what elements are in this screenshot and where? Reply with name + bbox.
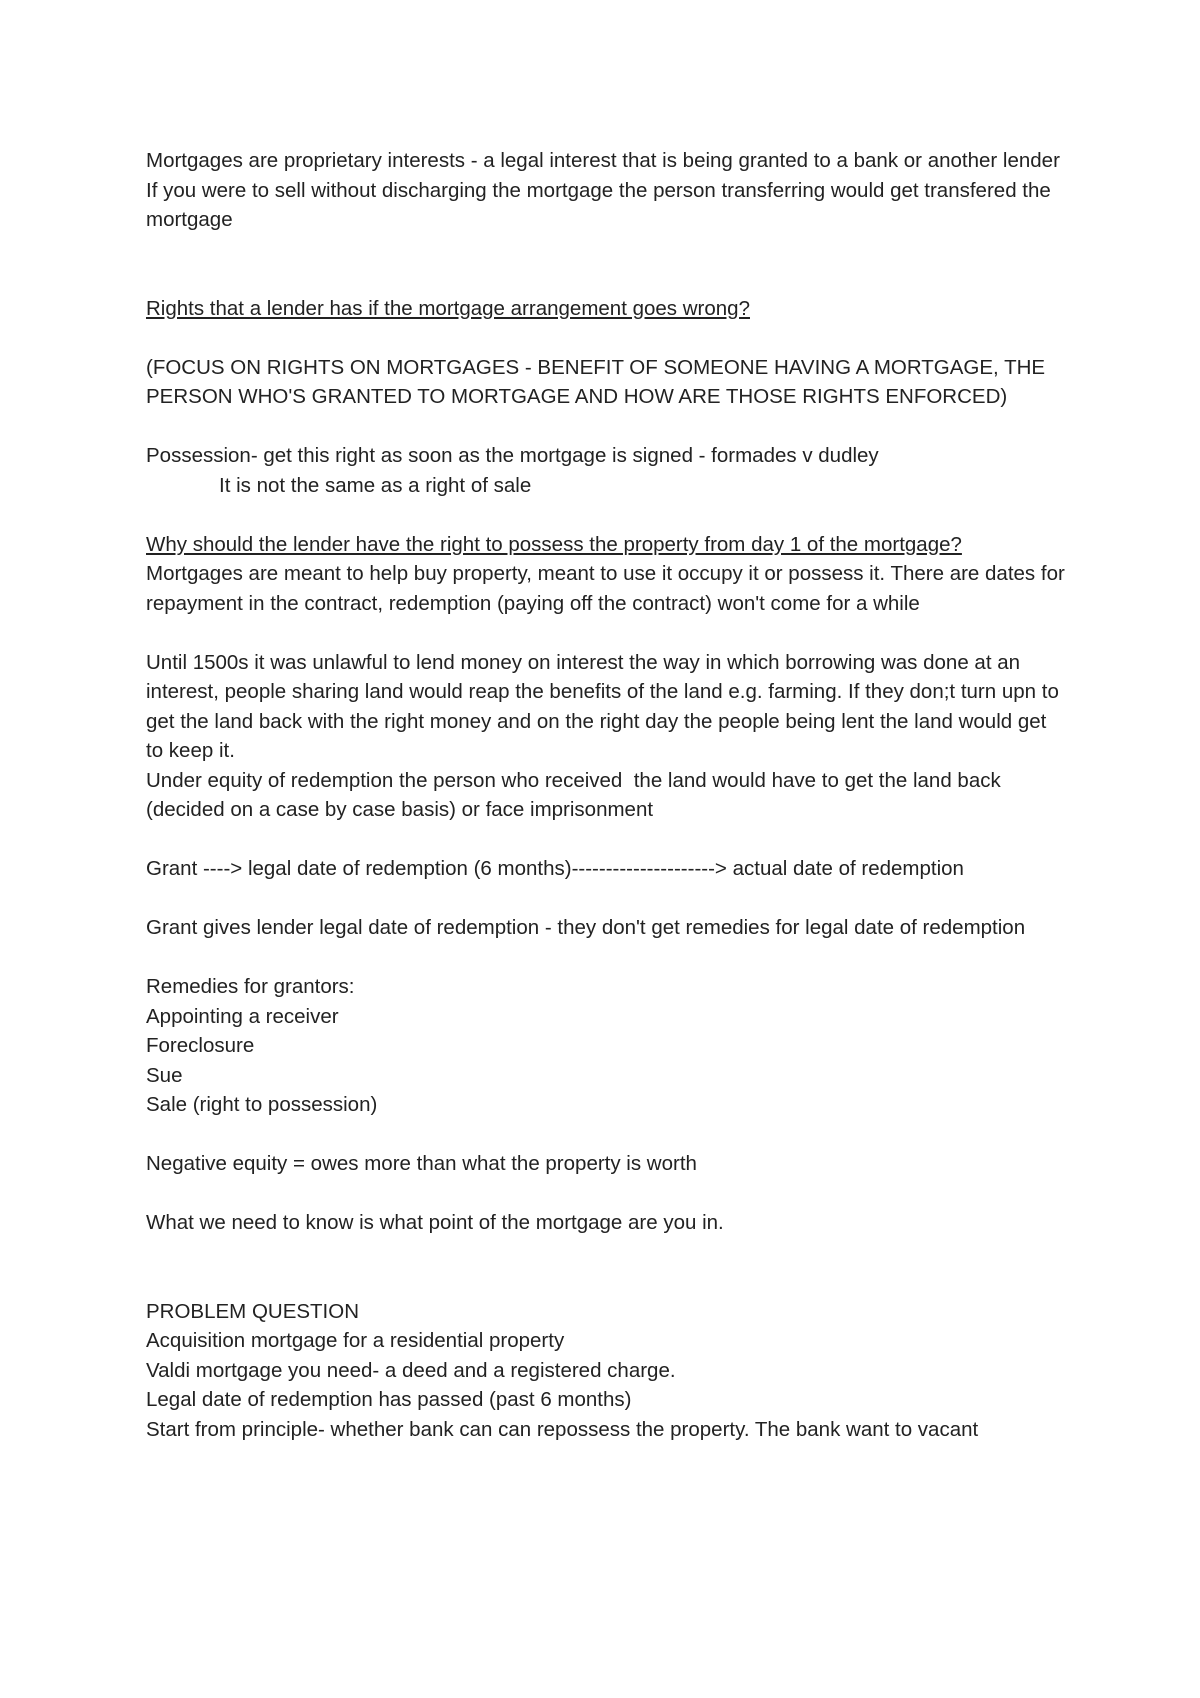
timeline-line: Grant ----> legal date of redemption (6 months)---------------------> actual date of redemption bbox=[146, 857, 964, 880]
equity-paragraph: Under equity of redemption the person who received the land would have to get the land back (decided on a case by case basis) or face imprisonment bbox=[146, 768, 1007, 821]
spacer bbox=[146, 1179, 1066, 1209]
possession-sub-point: It is not the same as a right of sale bbox=[219, 473, 532, 497]
spacer bbox=[146, 500, 1066, 530]
spacer bbox=[146, 1238, 1066, 1268]
what-we-need-line: What we need to know is what point of the mortgage are you in. bbox=[146, 1211, 724, 1234]
heading-why-possess: Why should the lender have the right to possess the property from day 1 of the mortgage? bbox=[146, 532, 962, 556]
negative-equity-line: Negative equity = owes more than what the property is worth bbox=[146, 1152, 697, 1175]
spacer bbox=[146, 1120, 1066, 1150]
problem-line: Legal date of redemption has passed (past 6 months) bbox=[146, 1388, 632, 1411]
spacer bbox=[146, 884, 1066, 914]
possession-paragraph: Possession- get this right as soon as the mortgage is signed - formades v dudley bbox=[146, 444, 879, 467]
problem-line: Valdi mortgage you need- a deed and a registered charge. bbox=[146, 1358, 676, 1382]
spacer bbox=[146, 943, 1066, 973]
spacer bbox=[146, 264, 1066, 294]
history-paragraph: Until 1500s it was unlawful to lend money on interest the way in which borrowing was done at an interest, people sharing land would reap the benefits of the land e.g. farming. If they don;t turn upn to get the land back with the right money and on the right day the people being lent the land would get to keep it. bbox=[146, 650, 1065, 762]
document-body bbox=[146, 146, 1071, 1444]
grant-note-paragraph: Grant gives lender legal date of redemption - they don't get remedies for legal date of redemption bbox=[146, 916, 1026, 939]
spacer bbox=[146, 825, 1066, 855]
spacer bbox=[146, 1267, 1066, 1297]
problem-line: Acquisition mortgage for a residential property bbox=[146, 1329, 565, 1352]
remedy-item: Sale (right to possession) bbox=[146, 1093, 378, 1116]
spacer bbox=[146, 235, 1066, 265]
remedies-heading: Remedies for grantors: bbox=[146, 975, 355, 998]
remedy-item: Sue bbox=[146, 1063, 183, 1087]
intro-paragraph-2: If you were to sell without discharging the mortgage the person transferring would get transfered the mortgage bbox=[146, 178, 1057, 231]
focus-note: (FOCUS ON RIGHTS ON MORTGAGES - BENEFIT OF SOMEONE HAVING A MORTGAGE, THE PERSON WHO'S GRANTED TO MORTGAGE AND HOW ARE THOSE RIGHTS ENFORCED) bbox=[146, 355, 1051, 408]
heading-lender-rights: Rights that a lender has if the mortgage arrangement goes wrong? bbox=[146, 296, 750, 320]
remedy-item: Foreclosure bbox=[146, 1034, 255, 1057]
intro-paragraph-1: Mortgages are proprietary interests - a legal interest that is being granted to a bank or another lender bbox=[146, 149, 1060, 172]
remedy-item: Appointing a receiver bbox=[146, 1004, 339, 1028]
problem-line: Start from principle- whether bank can can repossess the property. The bank want to vacant bbox=[146, 1417, 979, 1441]
why-answer-paragraph: Mortgages are meant to help buy property, meant to use it occupy it or possess it. There are dates for repayment in the contract, redemption (paying off the contract) won't come for a while bbox=[146, 562, 1071, 615]
spacer bbox=[146, 618, 1066, 648]
problem-question-heading: PROBLEM QUESTION bbox=[146, 1299, 360, 1323]
spacer bbox=[146, 412, 1066, 442]
spacer bbox=[146, 323, 1066, 353]
